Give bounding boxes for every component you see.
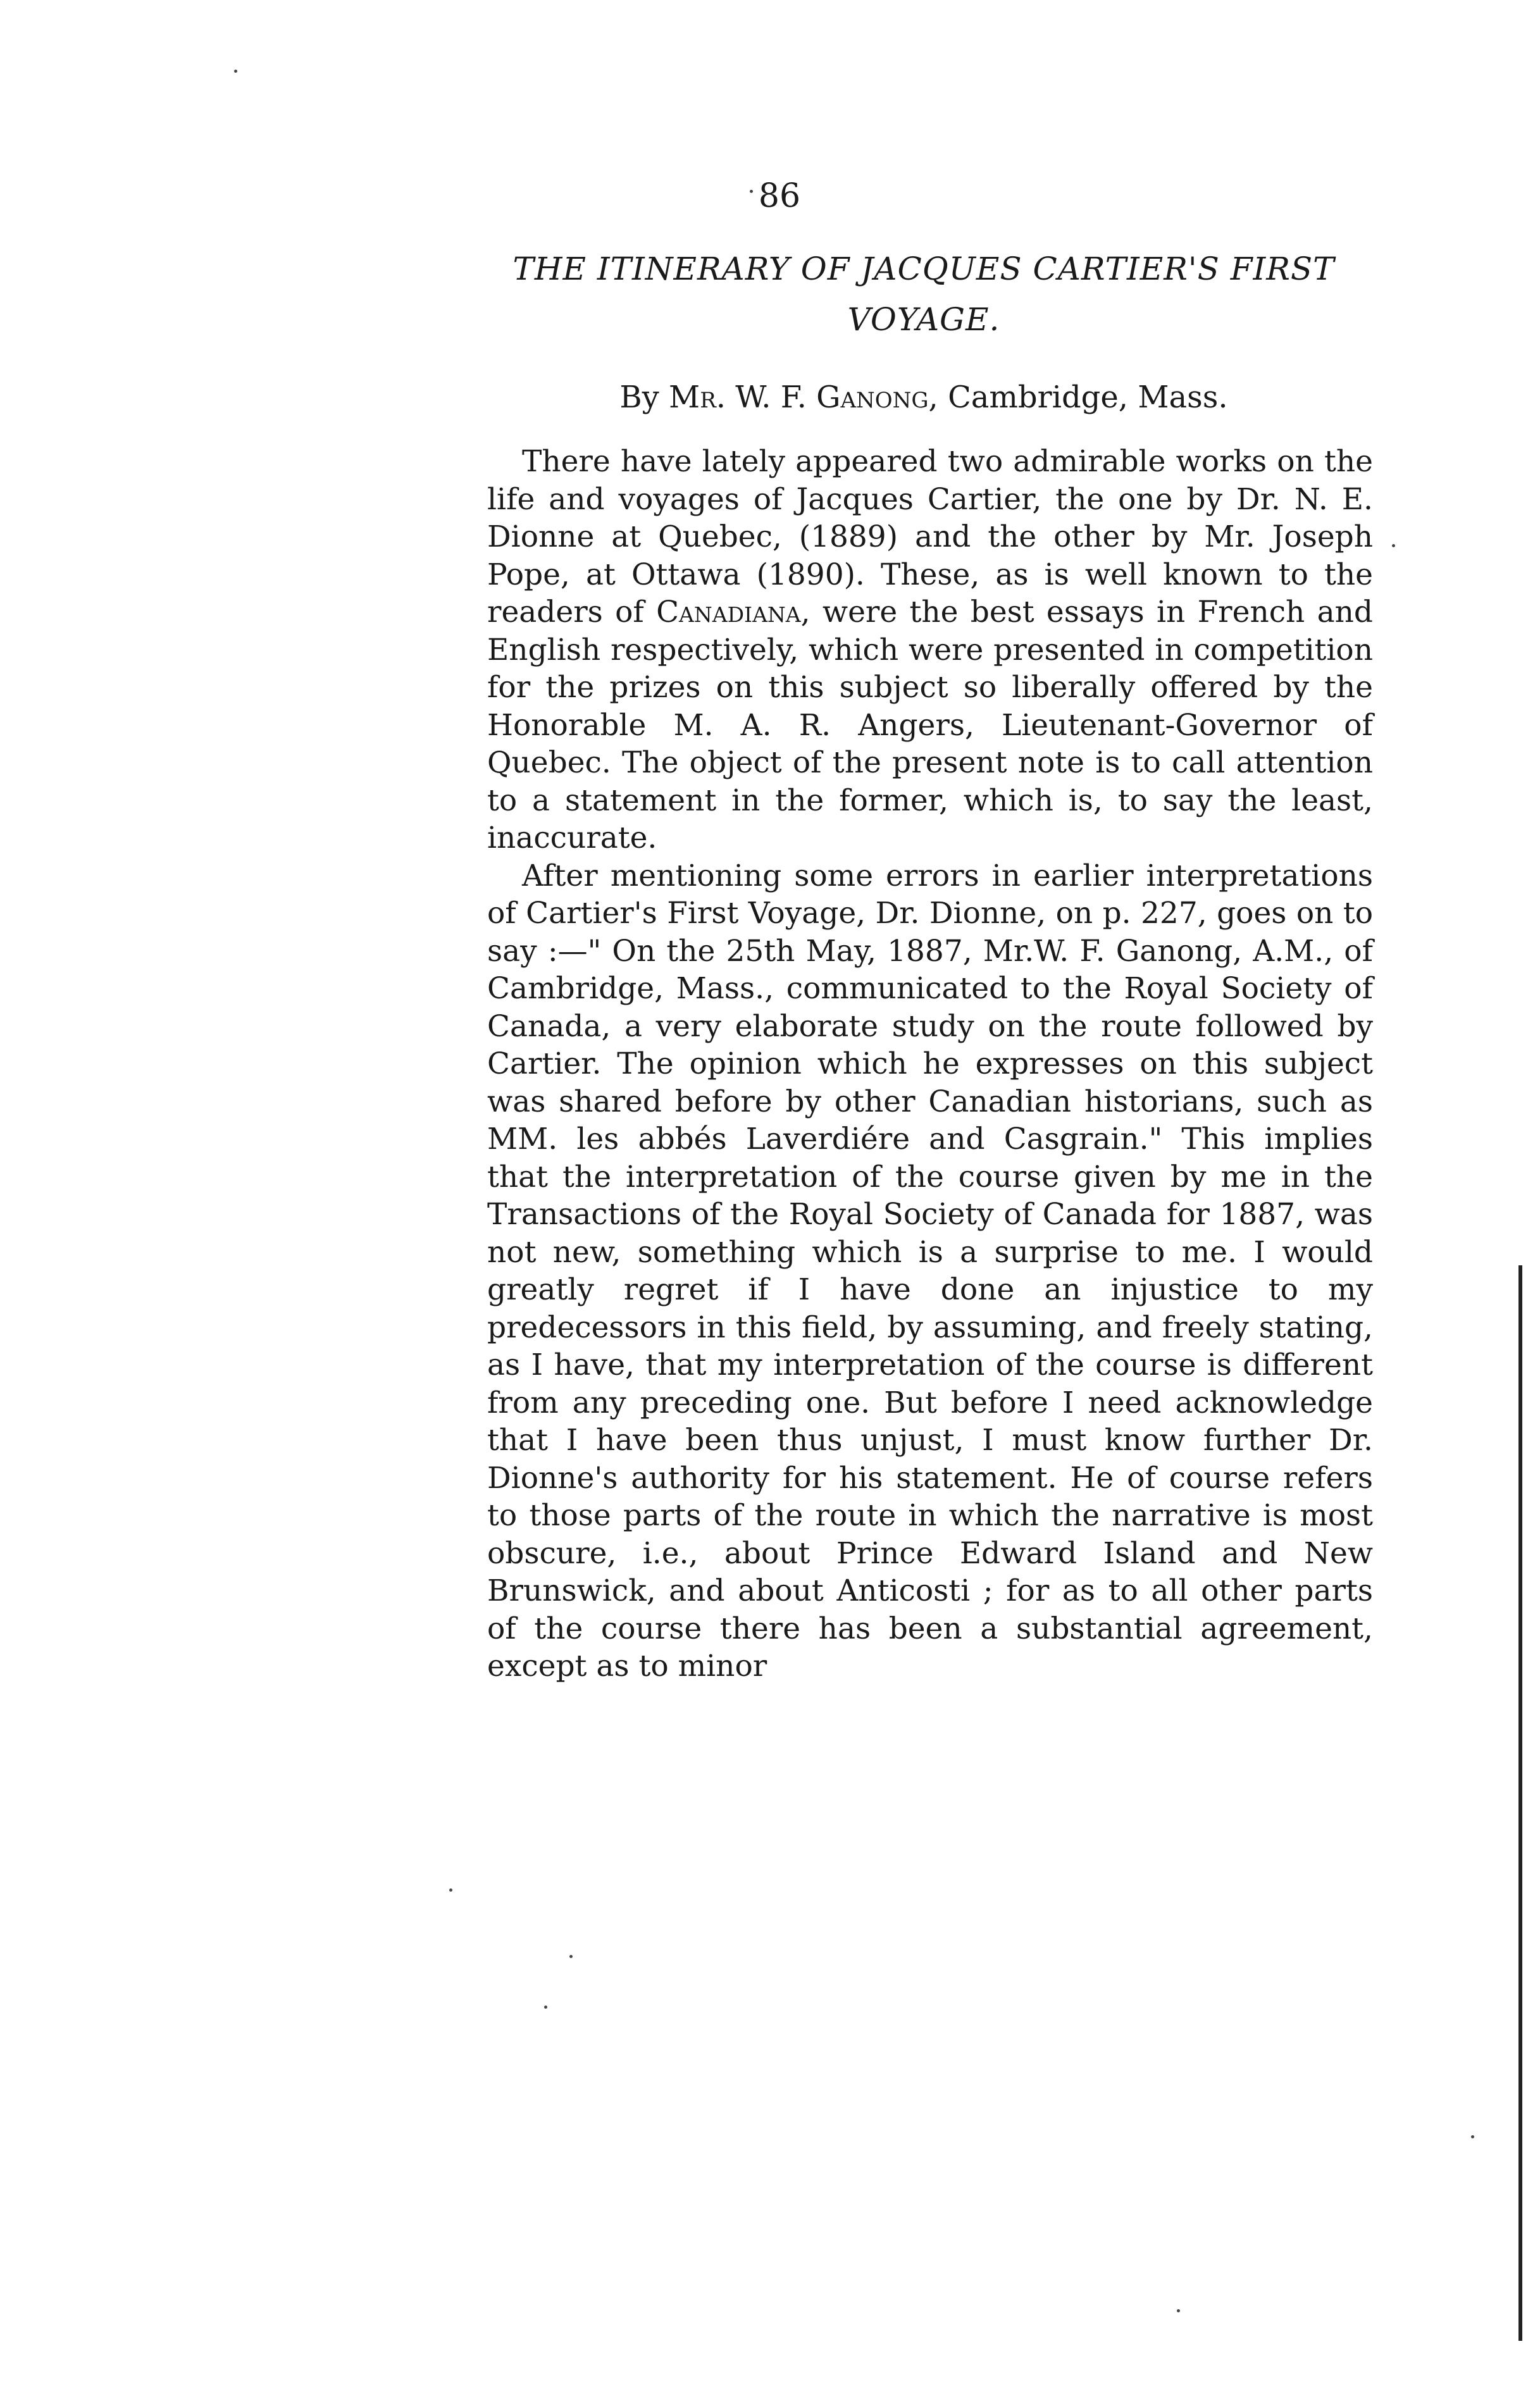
- author-location: , Cambridge, Mass.: [928, 380, 1228, 415]
- scan-speck: [750, 190, 753, 193]
- page-number: 86: [758, 177, 801, 215]
- scan-speck: [1177, 2309, 1180, 2312]
- article-body: [487, 443, 1373, 1685]
- scan-speck: [1471, 2135, 1474, 2138]
- scan-speck: [449, 1888, 452, 1892]
- author-name: Mr. W. F. Ganong: [669, 380, 929, 415]
- paragraph-1-text-a: There have lately appeared two admirable works on the life and voyages of Jacques Cartier, the one by Dr. N. E. Dionne at Quebec, (1889) and the other by Mr. Joseph Pope, at Ottawa (1890). These, as is well known to the readers of: [487, 444, 1373, 629]
- article-title: THE ITINERARY OF JACQUES CARTIER'S FIRST VOYAGE.: [512, 251, 1335, 338]
- journal-name: Canadiana: [656, 595, 801, 629]
- scan-speck: [544, 2006, 547, 2009]
- scan-edge-rule: [1518, 1265, 1522, 2341]
- scan-speck: [234, 70, 237, 73]
- byline-prefix: By: [619, 380, 659, 415]
- scan-speck: [1392, 544, 1395, 547]
- scan-speck: [569, 1955, 573, 1958]
- byline: [443, 380, 1405, 415]
- paragraph-1-text-b: , were the best essays in French and English respectively, which were presented in competition for the prizes on this subject so liberally offered by the Honorable M. A. R. Angers, Lieutenant-Governor of Quebec. The object of the present note is to call attention to a statement in the former, which is, to say the least, inaccurate.: [487, 595, 1373, 855]
- paragraph-2: After mentioning some errors in earlier interpretations of Cartier's First Voyage, Dr. Dionne, on p. 227, goes on to say :—" On the 25th May, 1887, Mr.W. F. Ganong, A.M., of Cambridge, Mass., communicated to the Royal Society of Canada, a very elaborate study on the route followed by Cartier. The opinion which he expresses on this subject was shared before by other Canadian historians, such as MM. les abbés Laverdiére and Casgrain." This implies that the interpretation of the course given by me in the Transactions of the Royal Society of Canada for 1887, was not new, something which is a surprise to me. I would greatly regret if I have done an injustice to my predecessors in this field, by assuming, and freely stating, as I have, that my interpretation of the course is different from any preceding one. But before I need acknowledge that I have been thus unjust, I must know further Dr. Dionne's authority for his statement. He of course refers to those parts of the route in which the narrative is most obscure, i.e., about Prince Edward Island and New Brunswick, and about Anticosti ; for as to all other parts of the course there has been a substantial agreement, except as to minor: [487, 858, 1373, 1684]
- paragraph-1: [487, 443, 1373, 857]
